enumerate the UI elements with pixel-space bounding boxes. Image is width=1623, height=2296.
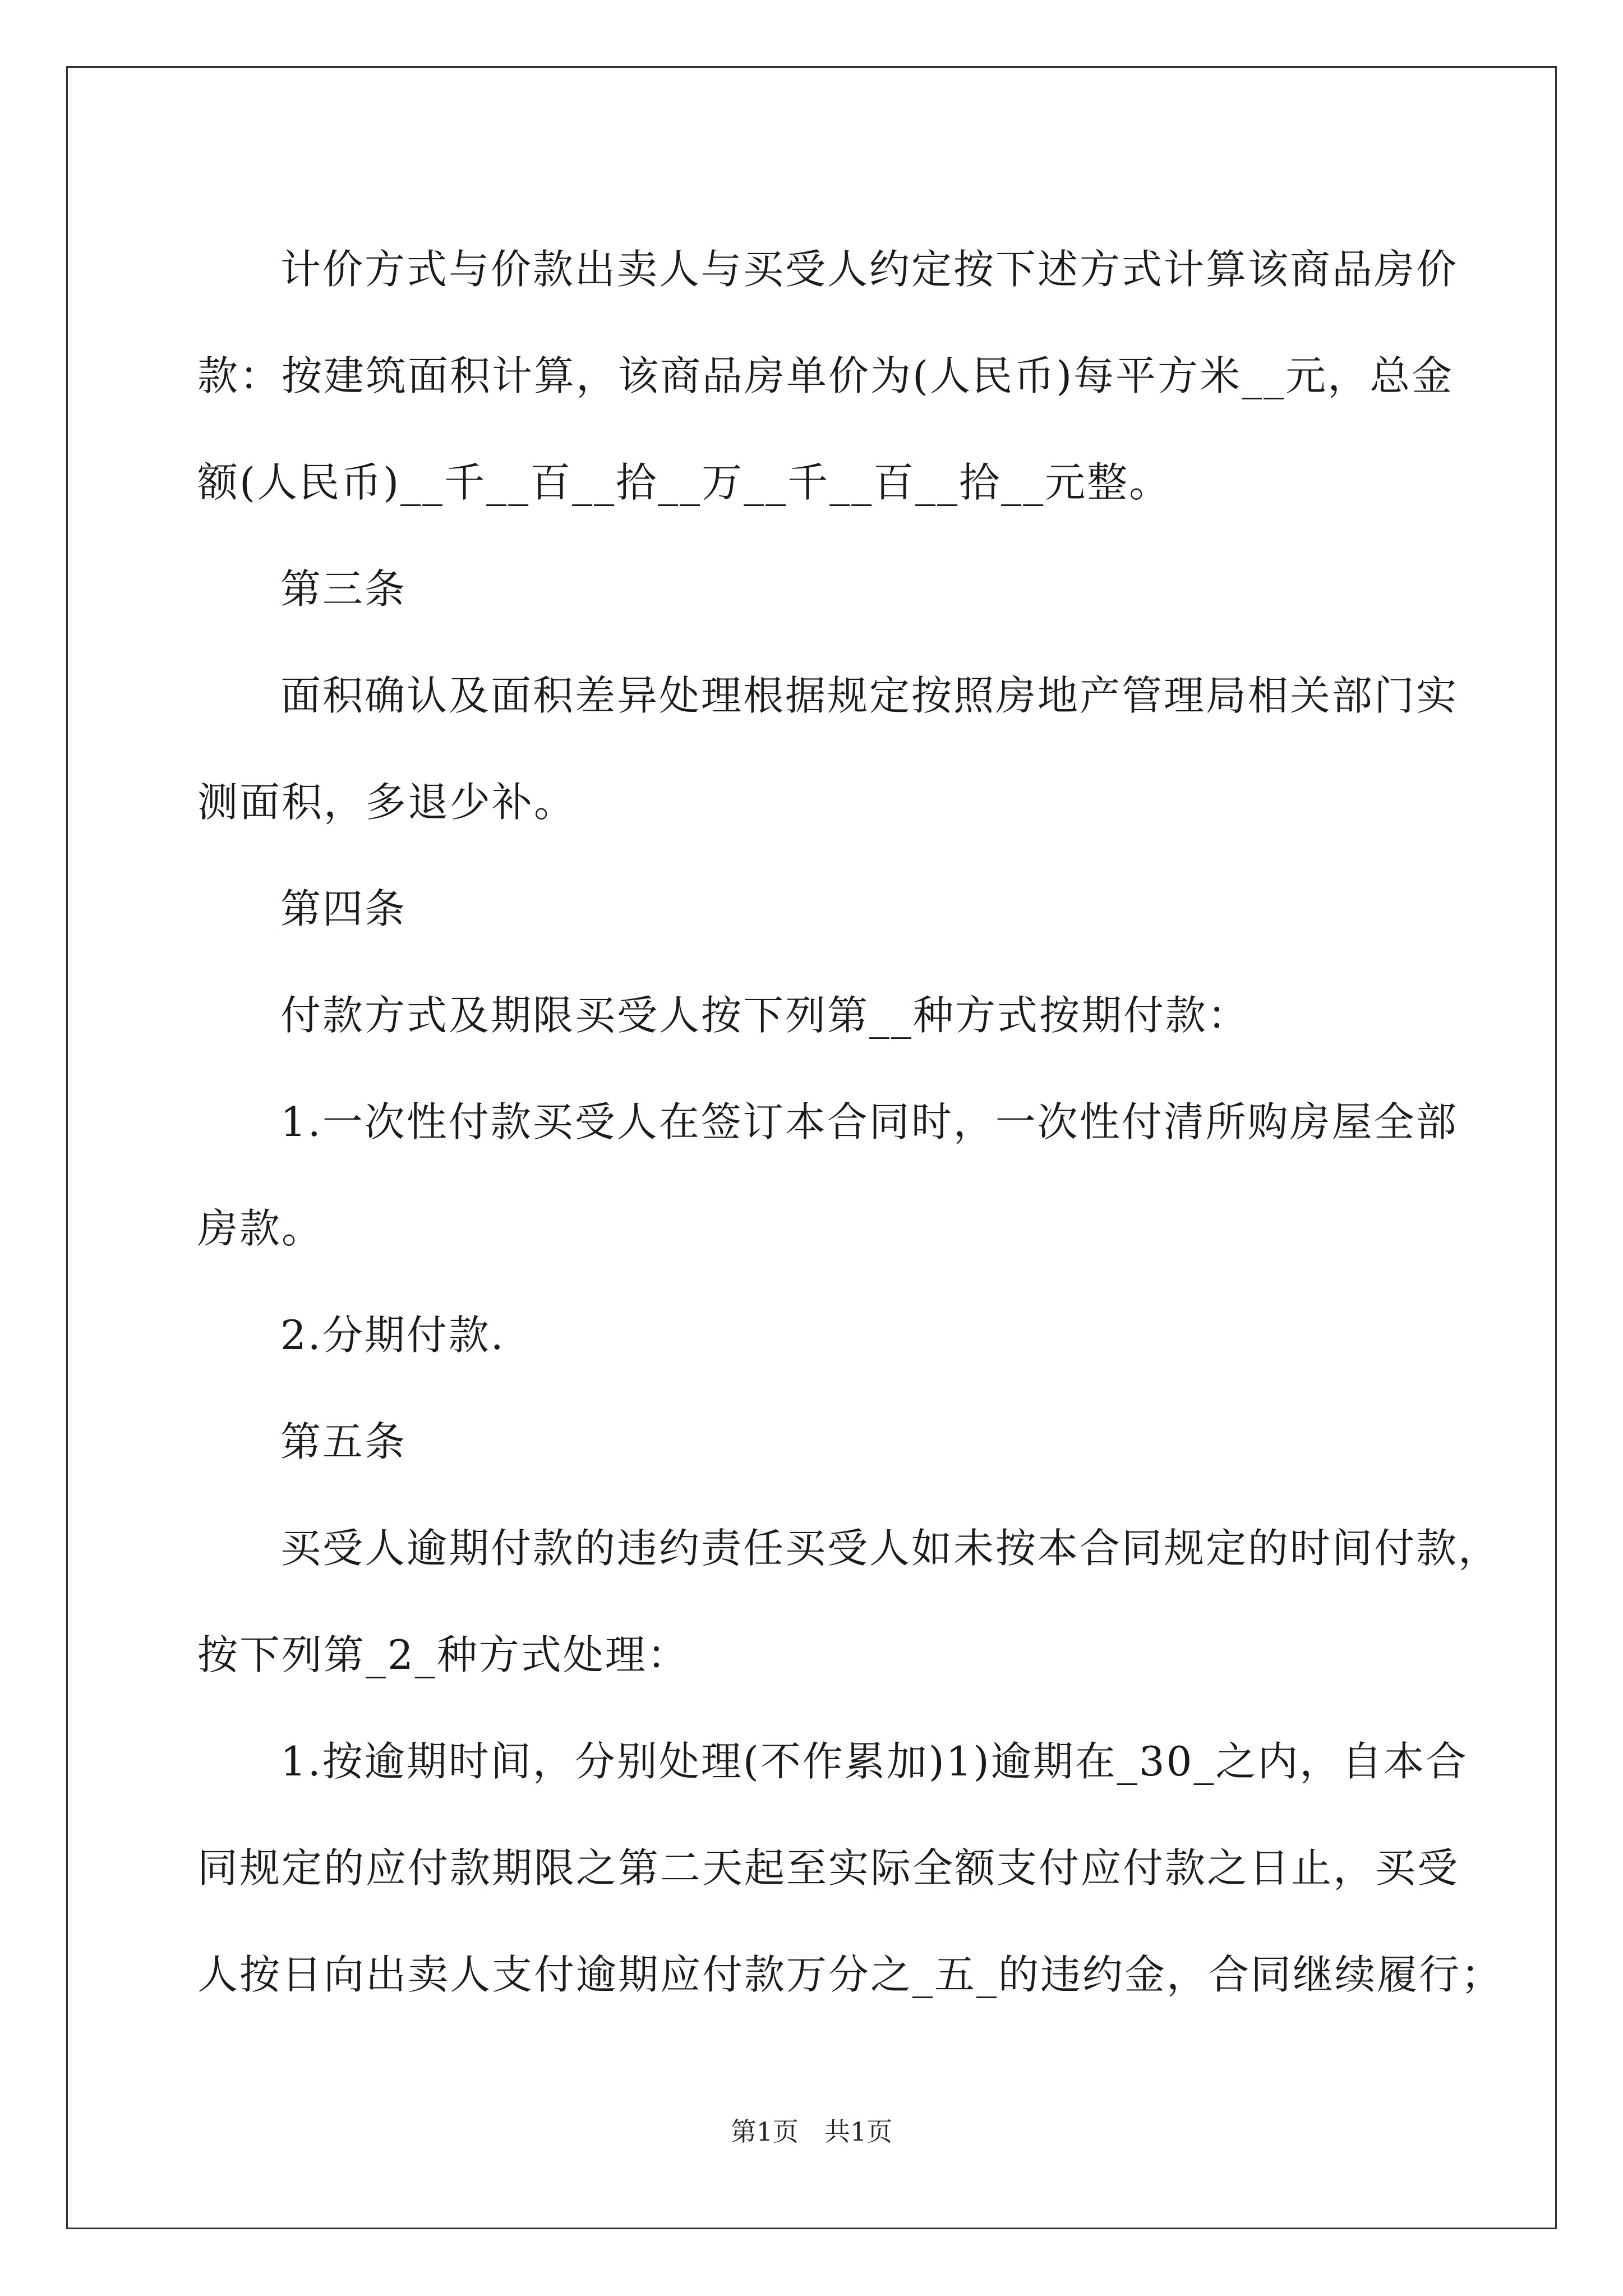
text-line: 付款方式及期限买受人按下列第__种方式按期付款：	[280, 992, 1250, 1039]
page-number: 第1页 共1页	[730, 2116, 893, 2147]
text-line: 1.按逾期时间，分别处理(不作累加)1)逾期在_30_之内，自本合	[280, 1738, 1468, 1785]
text-line: 同规定的应付款期限之第二天起至实际全额支付应付款之日止，买受	[197, 1844, 1460, 1892]
text-line: 买受人逾期付款的违约责任买受人如未按本合同规定的时间付款，	[280, 1525, 1501, 1572]
text-line: 按下列第_2_种方式处理：	[197, 1631, 689, 1678]
text-line: 1.一次性付款买受人在签订本合同时，一次性付清所购房屋全部	[280, 1098, 1458, 1145]
document-body	[197, 216, 1504, 2028]
text-line: 款：按建筑面积计算，该商品房单价为(人民币)每平方米__元，总金	[197, 352, 1454, 399]
text-line: 计价方式与价款出卖人与买受人约定按下述方式计算该商品房价	[280, 246, 1459, 293]
section-heading: 第五条	[280, 1418, 407, 1465]
section-heading: 第四条	[280, 885, 407, 932]
text-line: 人按日向出卖人支付逾期应付款万分之_五_的违约金，合同继续履行；	[197, 1951, 1504, 1998]
text-line: 面积确认及面积差异处理根据规定按照房地产管理局相关部门实	[280, 672, 1459, 719]
text-line: 测面积，多退少补。	[197, 779, 577, 826]
section-heading: 第三条	[280, 565, 407, 613]
text-line: 额(人民币)__千__百__拾__万__千__百__拾__元整。	[197, 459, 1172, 506]
text-line: 2.分期付款.	[280, 1312, 505, 1359]
text-line: 房款。	[197, 1205, 324, 1252]
